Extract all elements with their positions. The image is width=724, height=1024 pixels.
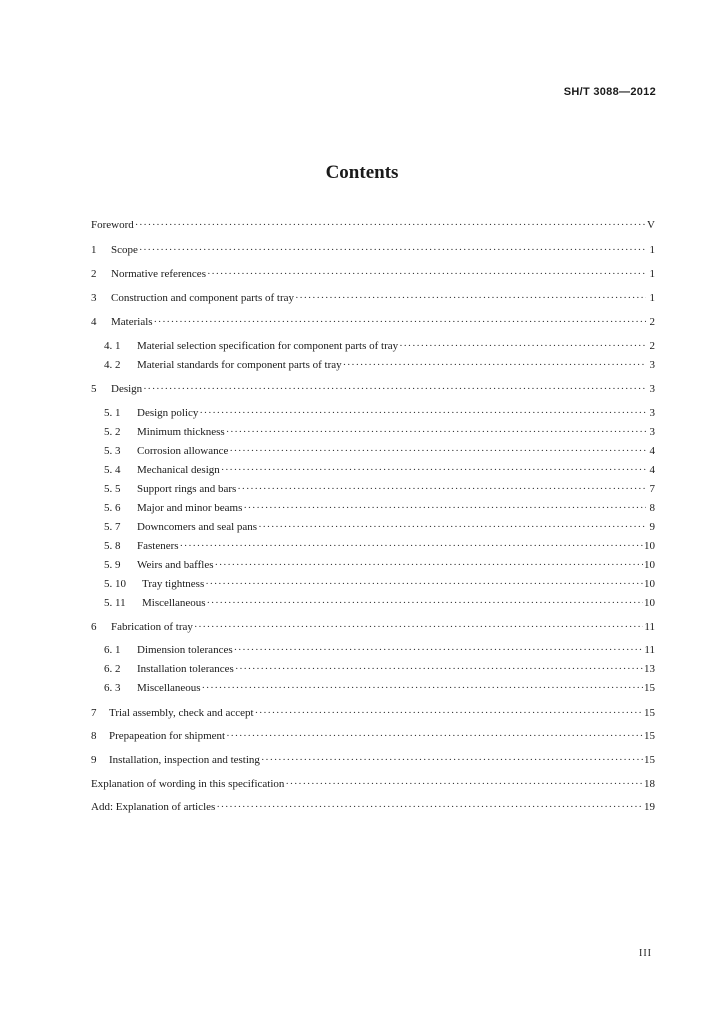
toc-entry[interactable] [104,596,655,610]
page-number: III [639,948,652,959]
toc-label: Tray tightness [142,578,205,590]
toc-number: 5. 7 [104,521,121,533]
leader-dots [207,267,646,281]
toc-page: 19 [644,801,655,813]
toc-label: Dimension tolerances [137,644,233,656]
toc-page: 15 [644,730,655,742]
toc-number: 5. 8 [104,540,121,552]
toc-number: 5. 9 [104,559,121,571]
toc-page: V [647,219,655,231]
toc-page: 2 [649,316,655,328]
toc-number: 6. 3 [104,682,121,694]
toc-number: 6. 2 [104,663,121,675]
toc-number: 5. 3 [104,445,121,457]
toc-entry[interactable] [91,243,655,257]
leader-dots [255,706,643,720]
toc-entry[interactable] [91,291,655,305]
toc-entry[interactable] [104,339,655,353]
toc-entry[interactable] [104,463,655,477]
toc-number: 4. 2 [104,359,121,371]
toc-page: 11 [644,644,655,656]
toc-entry[interactable] [104,358,655,372]
toc-label: Weirs and baffles [137,559,214,571]
toc-entry[interactable] [104,406,655,420]
toc-entry[interactable] [104,444,655,458]
toc-label: Prepapeation for shipment [109,730,226,742]
leader-dots [207,596,643,610]
leader-dots [216,800,643,814]
toc-number: 6. 1 [104,644,121,656]
toc-page: 10 [644,559,655,571]
leader-dots [226,729,643,743]
toc-page: 10 [644,597,655,609]
toc-label: Mechanical design [137,464,220,476]
toc-entry[interactable] [91,800,655,814]
toc-label: Major and minor beams [137,502,243,514]
toc-entry[interactable] [104,520,655,534]
toc-page: 13 [644,663,655,675]
toc-page: 10 [644,578,655,590]
toc-number: 5. 6 [104,502,121,514]
leader-dots [202,681,643,695]
toc-entry[interactable] [104,425,655,439]
leader-dots [194,620,644,634]
toc-number: 5 [91,383,97,395]
toc-page: 15 [644,707,655,719]
toc-label: Miscellaneous [137,682,201,694]
toc-entry[interactable] [104,558,655,572]
toc-page: 11 [644,621,655,633]
toc-page: 2 [649,340,655,352]
toc-number: 4. 1 [104,340,121,352]
leader-dots [154,315,646,329]
leader-dots [261,753,643,767]
toc-entry[interactable] [104,662,655,676]
leader-dots [139,243,646,257]
toc-page: 3 [649,407,655,419]
toc-page: 3 [649,359,655,371]
leader-dots [229,444,646,458]
toc-number: 5. 1 [104,407,121,419]
toc-label: Corrosion allowance [137,445,229,457]
toc-label: Trial assembly, check and accept [109,707,254,719]
toc-label: Design [111,383,143,395]
toc-entry[interactable] [104,681,655,695]
leader-dots [199,406,646,420]
toc-page: 1 [649,292,655,304]
toc-entry[interactable] [104,501,655,515]
toc-page: 8 [649,502,655,514]
toc-entry[interactable] [104,482,655,496]
leader-dots [221,463,646,477]
leader-dots [180,539,643,553]
toc-page: 18 [644,778,655,790]
toc-page: 15 [644,682,655,694]
leader-dots [399,339,646,353]
toc-label: Minimum thickness [137,426,225,438]
leader-dots [258,520,646,534]
toc-number: 4 [91,316,97,328]
standard-code: SH/T 3088—2012 [563,86,656,98]
toc-label: Normative references [111,268,206,280]
leader-dots [295,291,646,305]
toc-entry[interactable] [91,729,655,743]
toc-page: 4 [649,445,655,457]
toc-label: Fasteners [137,540,179,552]
toc-number: 2 [91,268,97,280]
toc-label: Support rings and bars [137,483,237,495]
toc-number: 1 [91,244,97,256]
toc-number: 9 [91,754,97,766]
toc-label: Material selection specification for component parts of tray [137,340,399,352]
leader-dots [234,643,644,657]
toc-number: 6 [91,621,97,633]
toc-label: Installation, inspection and testing [109,754,260,766]
toc-label: Design policy [137,407,199,419]
toc-page: 15 [644,754,655,766]
toc-entry[interactable] [91,267,655,281]
toc-page: 3 [649,383,655,395]
leader-dots [237,482,646,496]
toc-label: Installation tolerances [137,663,234,675]
leader-dots [285,777,643,791]
toc-number: 5. 5 [104,483,121,495]
toc-page: 1 [649,268,655,280]
toc-page: 10 [644,540,655,552]
toc-number: 7 [91,707,97,719]
toc-number: 5. 2 [104,426,121,438]
toc-entry[interactable] [104,643,655,657]
toc-page: 1 [649,244,655,256]
toc-entry[interactable] [91,753,655,767]
toc-number: 3 [91,292,97,304]
toc-label: Materials [111,316,153,328]
toc-entry[interactable] [91,315,655,329]
toc-label: Material standards for component parts of tray [137,359,342,371]
leader-dots [226,425,646,439]
leader-dots [143,382,646,396]
toc-entry[interactable] [91,382,655,396]
toc-entry[interactable] [91,777,655,791]
toc-number: 5. 10 [104,578,126,590]
toc-label: Downcomers and seal pans [137,521,258,533]
toc-label: Explanation of wording in this specification [91,778,285,790]
toc-entry[interactable] [104,539,655,553]
leader-dots [235,662,643,676]
toc-entry[interactable] [91,706,655,720]
toc-page: 3 [649,426,655,438]
toc-number: 5. 11 [104,597,126,609]
toc-label: Add: Explanation of articles [91,801,216,813]
leader-dots [243,501,646,515]
toc-label: Foreword [91,219,134,231]
toc-entry[interactable] [91,218,655,232]
toc-page: 9 [649,521,655,533]
toc-label: Miscellaneous [142,597,206,609]
page-title: Contents [325,162,399,183]
toc-number: 5. 4 [104,464,121,476]
leader-dots [135,218,646,232]
toc-label: Construction and component parts of tray [111,292,294,304]
toc-label: Scope [111,244,138,256]
leader-dots [343,358,646,372]
toc-entry[interactable] [104,577,655,591]
toc-entry[interactable] [91,620,655,634]
leader-dots [215,558,644,572]
toc-page: 4 [649,464,655,476]
toc-page: 7 [649,483,655,495]
toc-number: 8 [91,730,97,742]
leader-dots [205,577,643,591]
toc-label: Fabrication of tray [111,621,193,633]
